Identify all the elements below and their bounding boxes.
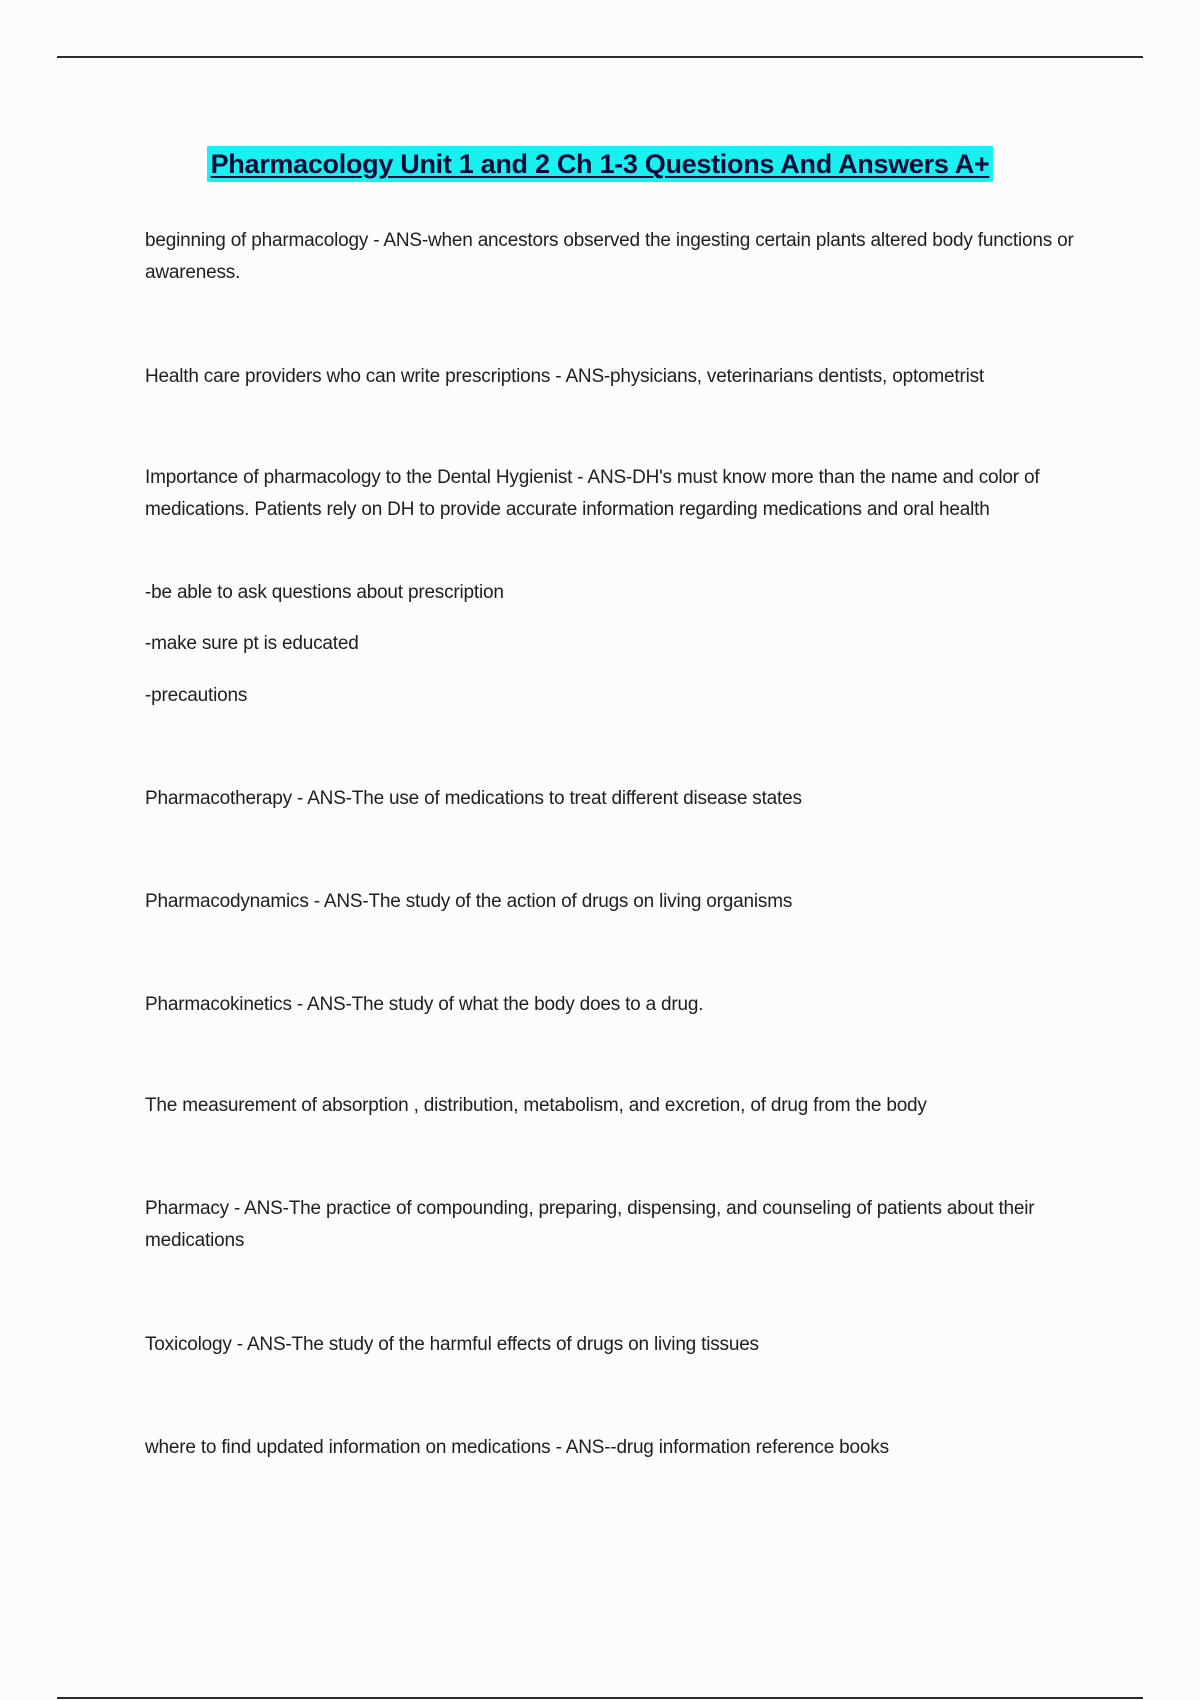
title-container	[0, 146, 1200, 182]
entry-importance-dental-hygienist: Importance of pharmacology to the Dental Hygienist - ANS-DH's must know more than the name and color of medications. Patients rely on DH to provide accurate information regarding medications and oral health	[145, 467, 1040, 520]
entry-pharmacotherapy: Pharmacotherapy - ANS-The use of medications to treat different disease states	[145, 788, 802, 809]
document-title: Pharmacology Unit 1 and 2 Ch 1-3 Questions And Answers A+	[207, 146, 994, 182]
entry-beginning-of-pharmacology: beginning of pharmacology - ANS-when ancestors observed the ingesting certain plants altered body functions or awareness.	[145, 230, 1074, 283]
entry-updated-information: where to find updated information on medications - ANS--drug information reference books	[145, 1437, 889, 1458]
entry-adme-measurement: The measurement of absorption , distribution, metabolism, and excretion, of drug from the body	[145, 1095, 927, 1116]
entry-toxicology: Toxicology - ANS-The study of the harmful effects of drugs on living tissues	[145, 1334, 759, 1355]
entry-bullet-ask-questions: -be able to ask questions about prescription	[145, 582, 504, 603]
entry-prescription-providers: Health care providers who can write prescriptions - ANS-physicians, veterinarians dentists, optometrist	[145, 366, 984, 387]
entry-bullet-patient-educated: -make sure pt is educated	[145, 633, 359, 654]
entry-bullet-precautions: -precautions	[145, 685, 248, 706]
top-rule	[57, 56, 1143, 58]
entry-pharmacodynamics: Pharmacodynamics - ANS-The study of the action of drugs on living organisms	[145, 891, 793, 912]
entry-pharmacokinetics: Pharmacokinetics - ANS-The study of what the body does to a drug.	[145, 994, 704, 1015]
entry-pharmacy: Pharmacy - ANS-The practice of compounding, preparing, dispensing, and counseling of patients about their medications	[145, 1198, 1035, 1251]
bottom-rule	[57, 1697, 1143, 1699]
